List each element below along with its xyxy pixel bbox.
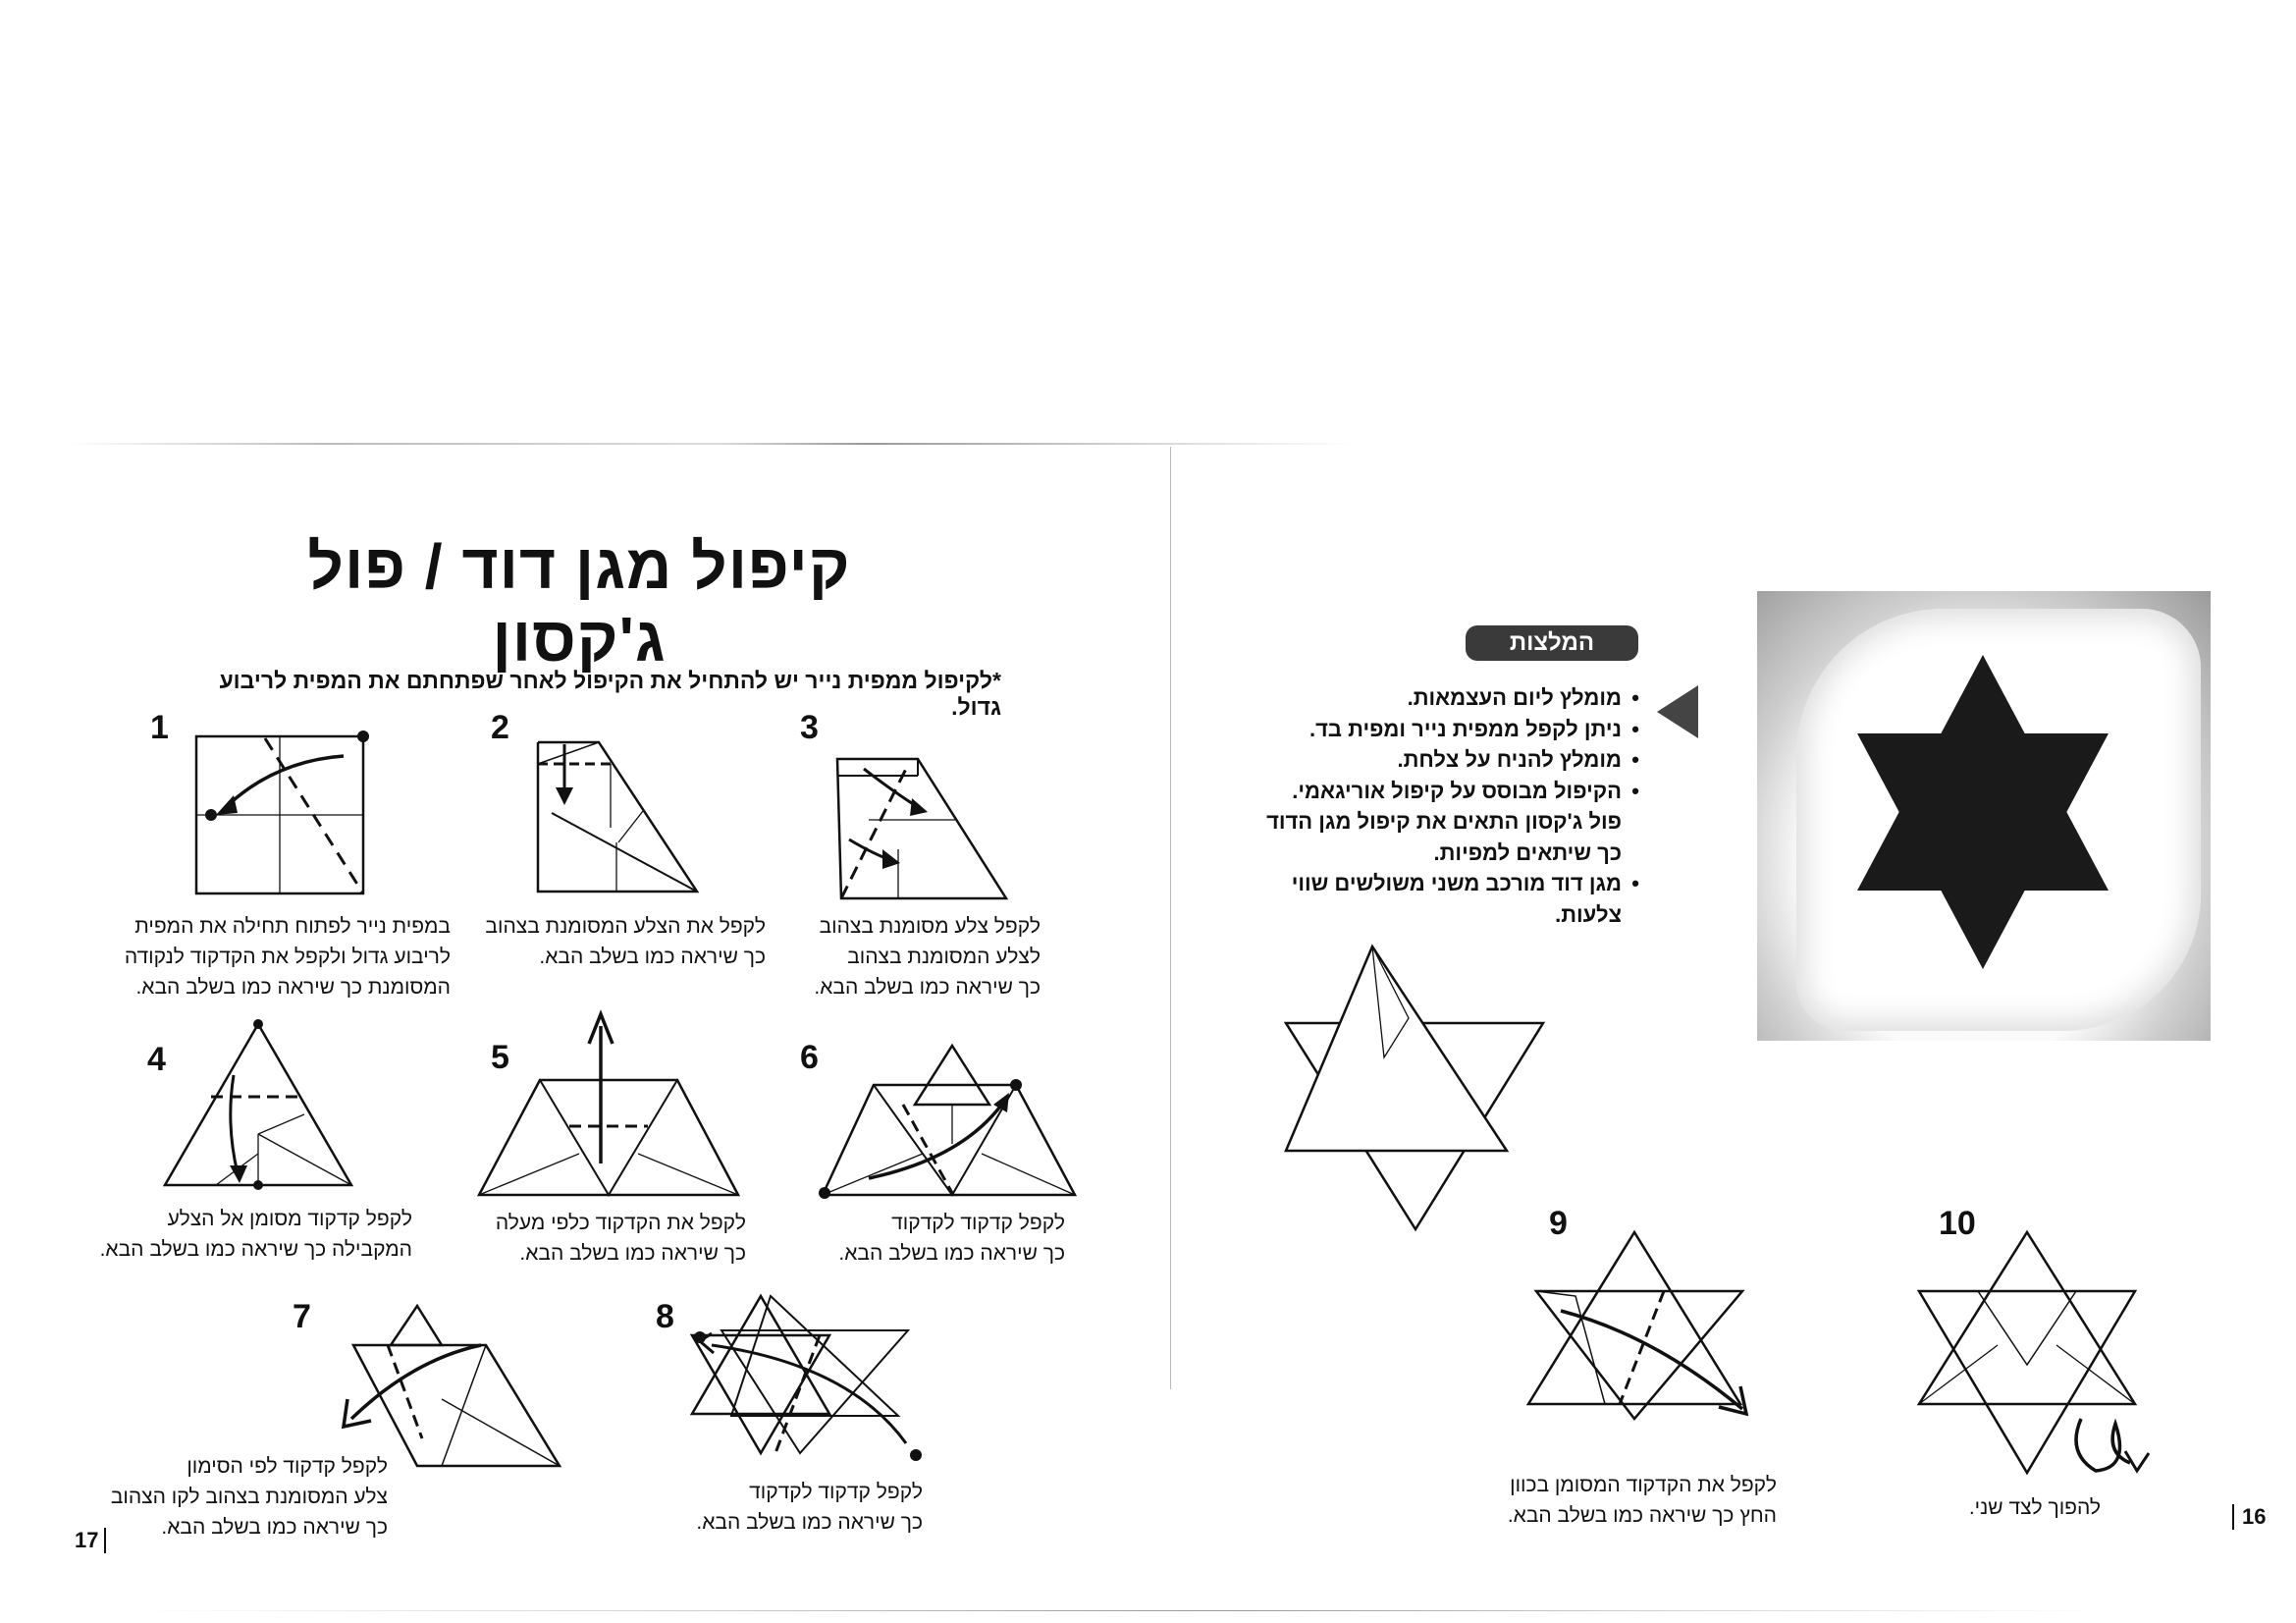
step-caption-8: לקפל קדקוד לקדקוד כך שיראה כמו בשלב הבא. — [696, 1481, 923, 1534]
diagram-step-2 — [530, 734, 707, 901]
tip-item: • הקיפול מבוסס על קיפול אוריגאמי. פול ג'קסון התאים את קיפול מגן הדוד כך שיתאים למפיות. — [1256, 776, 1639, 869]
diagram-step-10 — [1919, 1227, 2155, 1483]
page-number-left: 17 — [75, 1528, 106, 1553]
diagram-step-8 — [692, 1286, 928, 1463]
step-number-2: 2 — [491, 709, 509, 746]
tip-item: • מגן דוד מורכב משני משולשים שווי צלעות. — [1256, 868, 1639, 930]
page-title: קיפול מגן דוד / פול ג'קסון — [307, 531, 851, 675]
step-caption-3: לקפל צלע מסומנת בצהוב לצלע המסומנת בצהוב כך שיראה כמו בשלב הבא. — [814, 915, 1041, 999]
diagram-step-4 — [157, 1016, 358, 1193]
step-caption-2: לקפל את הצלע המסומנת בצהוב כך שיראה כמו בשלב הבא. — [485, 915, 766, 968]
step-number-4: 4 — [147, 1041, 166, 1078]
pointer-triangle-icon — [1657, 685, 1698, 738]
step-caption-1: במפית נייר לפתוח תחילה את המפית לריבוע גדול ולקפל את הקדקוד לנקודה המסומנת כך שיראה כמו בשלב הבא. — [124, 915, 451, 999]
star-of-david-icon — [1855, 650, 2110, 974]
step-caption-6: לקפל קדקוד לקדקוד כך שיראה כמו בשלב הבא. — [838, 1212, 1065, 1265]
step-caption-5: לקפל את הקדקוד כלפי מעלה כך שיראה כמו בשלב הבא. — [495, 1212, 746, 1265]
page-number-right: 16 — [2232, 1504, 2266, 1530]
tip-item: • ניתן לקפל ממפית נייר ומפית בד. — [1256, 714, 1639, 745]
step-caption-9: לקפל את הקדקוד המסומן בכוון החץ כך שיראה כמו בשלב הבא. — [1507, 1474, 1777, 1527]
diagram-step-6 — [815, 1036, 1080, 1203]
scan-line-bottom — [137, 1610, 2101, 1611]
diagram-step-3 — [829, 751, 1016, 908]
tip-item: • מומלץ ליום העצמאות. — [1256, 682, 1639, 714]
tip-item: • מומלץ להניח על צלחת. — [1256, 744, 1639, 776]
step-number-10: 10 — [1939, 1205, 1976, 1242]
step-number-9: 9 — [1549, 1205, 1568, 1242]
star-outline-diagram — [1286, 945, 1546, 1229]
step-number-5: 5 — [491, 1039, 509, 1076]
napkin-star-photo — [1757, 591, 2211, 1041]
step-caption-7: לקפל קדקוד לפי הסימון צלע המסומנת בצהוב לקו הצהוב כך שיראה כמו בשלב הבא. — [110, 1455, 388, 1539]
step-number-7: 7 — [293, 1298, 311, 1335]
page-fold-line — [1170, 447, 1171, 1389]
diagram-step-9 — [1526, 1227, 1752, 1419]
diagram-step-7 — [334, 1301, 564, 1473]
diagram-step-5 — [471, 1006, 746, 1203]
step-number-8: 8 — [656, 1298, 674, 1335]
step-number-3: 3 — [800, 709, 819, 746]
scan-line-top — [69, 443, 1355, 445]
diagram-step-1 — [187, 727, 373, 903]
step-number-6: 6 — [800, 1039, 819, 1076]
step-number-1: 1 — [150, 709, 169, 746]
recommendations-badge: המלצות — [1466, 625, 1638, 661]
step-caption-10: להפוך לצד שני. — [1968, 1496, 2101, 1519]
recommendations-list — [1256, 682, 1639, 930]
step-caption-4: לקפל קדקוד מסומן אל הצלע המקבילה כך שיראה כמו בשלב הבא. — [99, 1208, 412, 1261]
folding-note: *לקיפול ממפית נייר יש להתחיל את הקיפול לאחר שפתחתם את המפית לריבוע גדול. — [219, 668, 1001, 720]
